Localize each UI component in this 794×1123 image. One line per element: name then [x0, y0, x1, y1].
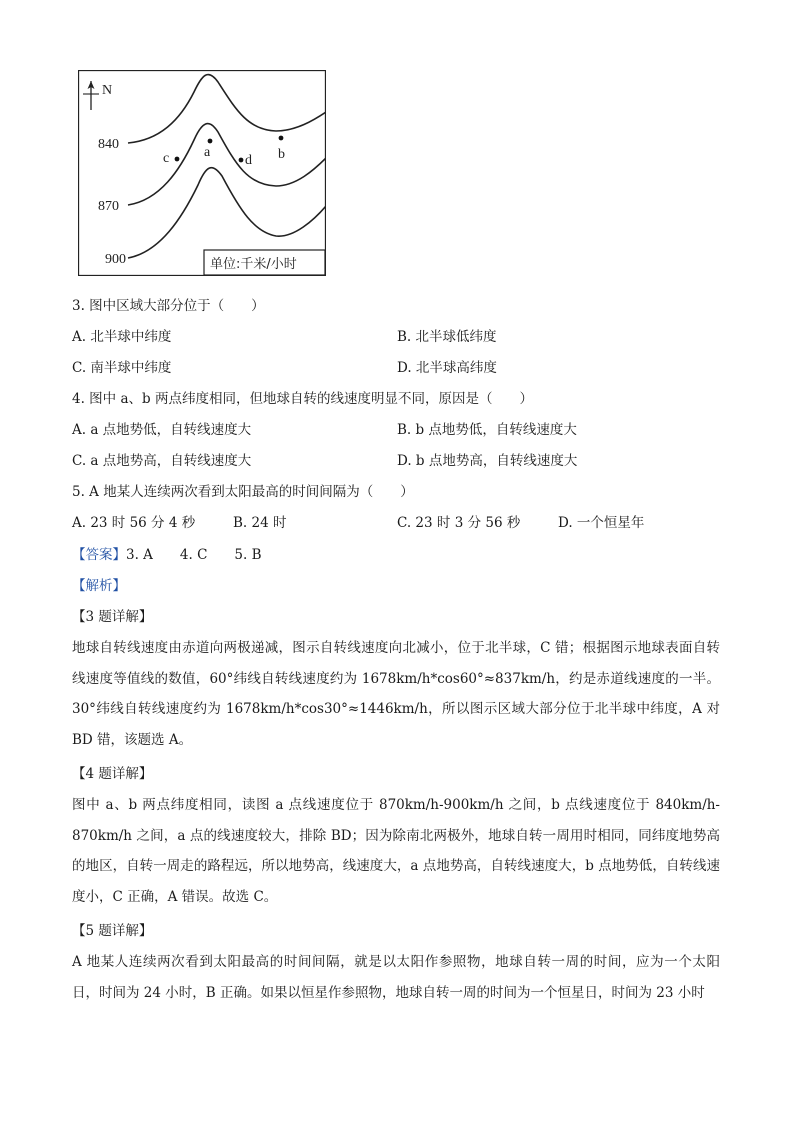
question-3-stem: 3. 图中区域大部分位于（ ）: [72, 298, 265, 314]
detail-5-text: A 地某人连续两次看到太阳最高的时间间隔，就是以太阳作参照物，地球自转一周的时间，应为一个太阳日，时间为 24 小时，B 正确。如果以恒星作参照物，地球自转一周的时间为一个恒星日，时间为 23 小时: [72, 954, 720, 1001]
question-4-option-d: D. b 点地势高，自转线速度大: [397, 453, 578, 469]
north-arrow-icon: [83, 81, 99, 110]
question-3-option-a: A. 北半球中纬度: [72, 329, 172, 345]
contour-label-840: 840: [98, 137, 119, 152]
question-5-option-c: C. 23 时 3 分 56 秒: [397, 515, 521, 531]
answer-text: 3. A 4. C 5. B: [126, 547, 262, 563]
detail-3-text: 地球自转线速度由赤道向两极递减，图示自转线速度向北减小，位于北半球，C 错；根据图示地球表面自转线速度等值线的数值，60°纬线自转线速度约为 1678km/h*cos60°≈837km/h，约是赤道线速度的一半。30°纬线自转线速度约为 1678km/h*cos30°≈1446km/h，所以图示区域大部分位于北半球中纬度，A 对 BD 错，该题选 A。: [72, 640, 720, 748]
detail-4-heading: 【4 题详解】: [72, 766, 153, 782]
contour-line-840: [128, 75, 326, 143]
north-label: N: [102, 83, 113, 98]
point-d-label: d: [245, 153, 252, 168]
contour-map-svg: [78, 70, 326, 276]
question-4-stem: 4. 图中 a、b 两点纬度相同，但地球自转的线速度明显不同，原因是（ ）: [72, 391, 533, 407]
question-5-option-a: A. 23 时 56 分 4 秒: [72, 515, 196, 531]
detail-5-heading: 【5 题详解】: [72, 923, 153, 939]
point-a-label: a: [204, 145, 211, 160]
figure-frame: [79, 71, 326, 276]
point-a: [208, 139, 213, 144]
answer-line: [72, 545, 262, 565]
question-5-stem: 5. A 地某人连续两次看到太阳最高的时间间隔为（ ）: [72, 484, 414, 500]
contour-label-900: 900: [105, 252, 126, 267]
point-c-label: c: [163, 151, 170, 166]
point-b-label: b: [278, 147, 285, 162]
point-b: [279, 136, 284, 141]
point-d: [239, 158, 244, 163]
question-5-option-d: D. 一个恒星年: [558, 515, 645, 531]
detail-4-text: 图中 a、b 两点纬度相同，读图 a 点线速度位于 870km/h-900km/h 之间，b 点线速度位于 840km/h-870km/h 之间，a 点的线速度较大，排除 BD；因为除南北两极外，地球自转一周用时相同，同纬度地势高的地区，自转一周走的路程远，所以地势高，线速度大，a 点地势高，自转线速度大，b 点地势低，自转线速度小，C 正确，A 错误。故选 C。: [72, 797, 720, 905]
question-4-option-b: B. b 点地势低，自转线速度大: [397, 422, 577, 438]
question-5-option-b: B. 24 时: [233, 515, 287, 531]
answer-tag: 【答案】: [72, 547, 126, 563]
contour-map-figure: [78, 70, 326, 276]
question-4-option-a: A. a 点地势低，自转线速度大: [72, 422, 252, 438]
point-c: [175, 157, 180, 162]
contour-line-870: [128, 124, 326, 205]
question-3-option-c: C. 南半球中纬度: [72, 360, 172, 376]
analysis-tag: 【解析】: [72, 578, 126, 594]
contour-label-870: 870: [98, 199, 119, 214]
question-3-option-d: D. 北半球高纬度: [397, 360, 497, 376]
question-4-option-c: C. a 点地势高，自转线速度大: [72, 453, 252, 469]
question-3-option-b: B. 北半球低纬度: [397, 329, 497, 345]
unit-label: 单位:千米/小时: [210, 257, 297, 272]
detail-3-heading: 【3 题详解】: [72, 609, 153, 625]
